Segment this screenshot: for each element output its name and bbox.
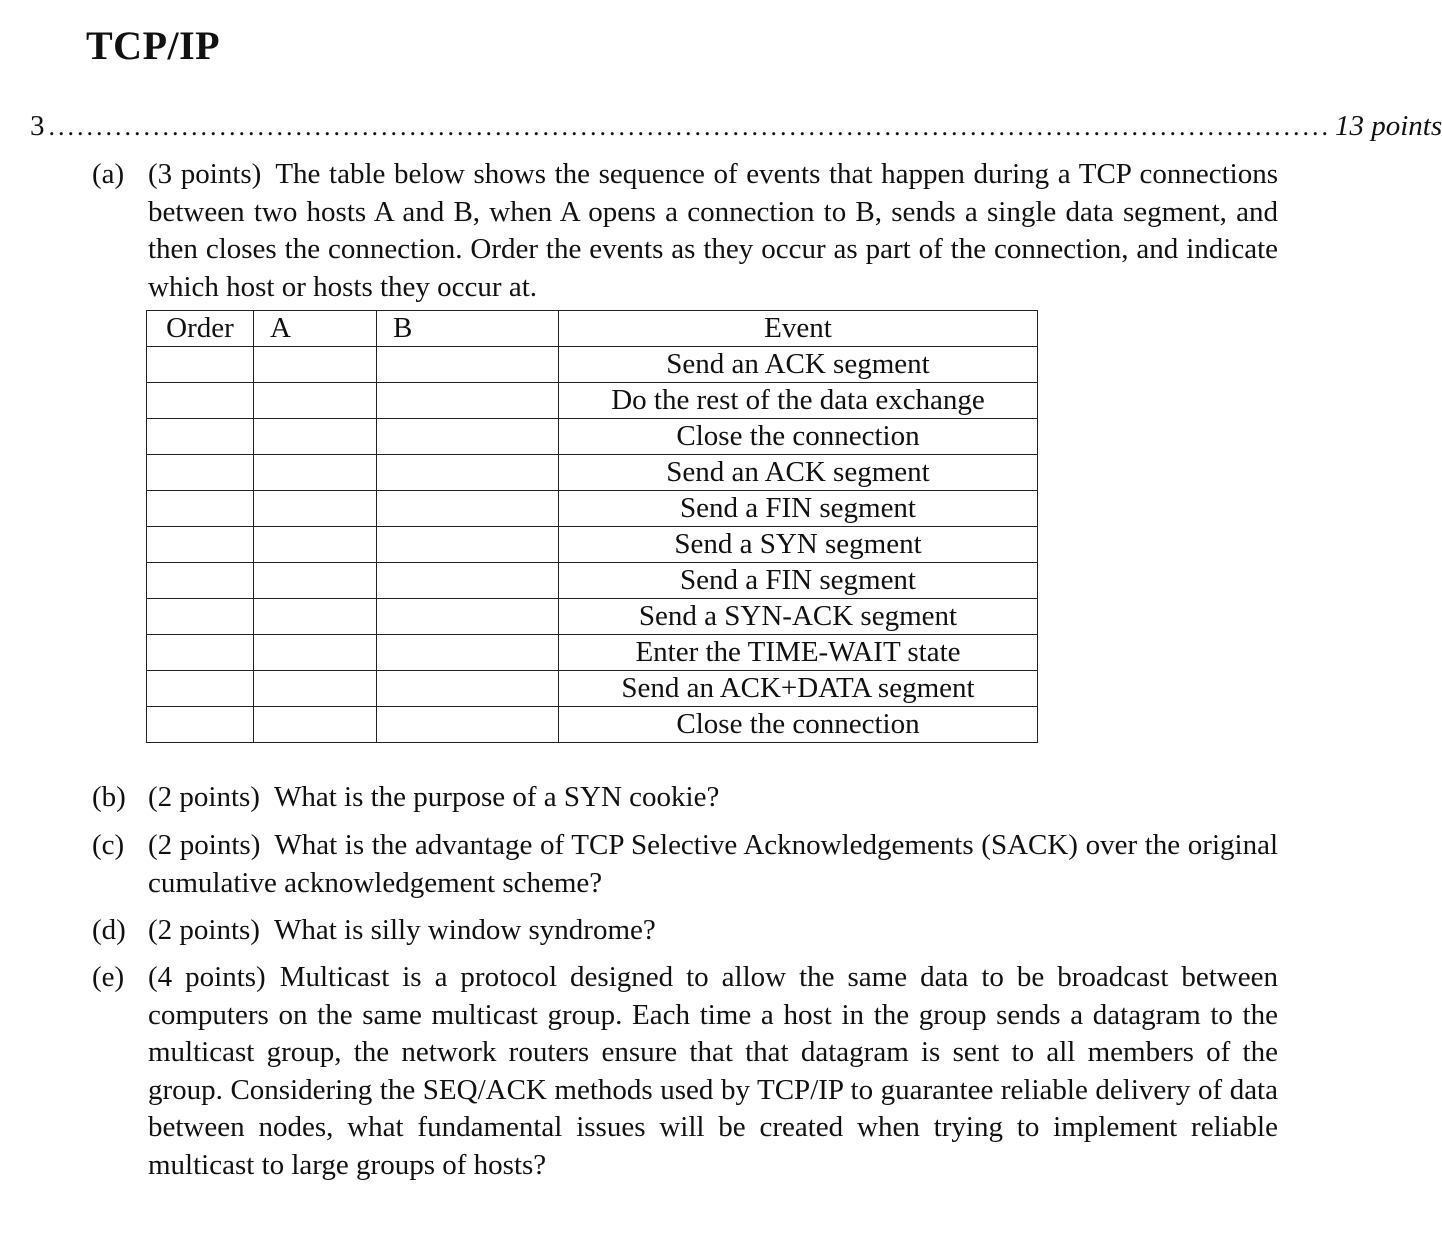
order-cell[interactable] <box>147 599 254 635</box>
order-cell[interactable] <box>147 491 254 527</box>
host-a-cell[interactable] <box>254 455 377 491</box>
part-e-label: (e) <box>92 961 125 993</box>
part-c-points: (2 points) <box>148 829 261 861</box>
host-b-cell[interactable] <box>377 491 559 527</box>
host-b-cell[interactable] <box>377 455 559 491</box>
part-a-label: (a) <box>92 158 125 190</box>
host-a-cell[interactable] <box>254 527 377 563</box>
part-c <box>92 827 1278 902</box>
order-cell[interactable] <box>147 419 254 455</box>
event-cell: Do the rest of the data exchange <box>559 383 1038 419</box>
part-a <box>92 156 1278 306</box>
part-e-text: Multicast is a protocol designed to allow the same data to be broadcast between computers on the same multicast group. Each time a host in the group sends a datagram to the multicast group, the network routers ensure that that datagram is sent to all members of the group. Considering the SEQ/ACK methods used by TCP/IP to guarantee reliable delivery of data between nodes, what fundamental issues will be created when trying to implement reliable multicast to large groups of hosts? <box>148 961 1278 1181</box>
event-cell: Close the connection <box>559 419 1038 455</box>
order-cell[interactable] <box>147 527 254 563</box>
header-event: Event <box>559 311 1038 347</box>
question-header <box>30 110 1442 144</box>
part-d <box>92 912 1278 950</box>
part-e <box>92 959 1278 1184</box>
order-cell[interactable] <box>147 563 254 599</box>
part-c-text: What is the advantage of TCP Selective Acknowledgements (SACK) over the original cumulative acknowledgement scheme? <box>148 829 1279 899</box>
part-a-text: The table below shows the sequence of events that happen during a TCP connections between two hosts A and B, when A opens a connection to B, sends a single data segment, and then closes the connection. Order the events as they occur as part of the connection, and indicate which host or hosts they occur at. <box>148 158 1278 303</box>
table-row <box>147 347 1038 383</box>
host-b-cell[interactable] <box>377 383 559 419</box>
host-a-cell[interactable] <box>254 347 377 383</box>
order-cell[interactable] <box>147 671 254 707</box>
host-b-cell[interactable] <box>377 527 559 563</box>
event-cell: Send an ACK+DATA segment <box>559 671 1038 707</box>
part-b-points: (2 points) <box>148 781 260 813</box>
table-row <box>147 635 1038 671</box>
host-a-cell[interactable] <box>254 707 377 743</box>
event-cell: Send a FIN segment <box>559 491 1038 527</box>
host-a-cell[interactable] <box>254 563 377 599</box>
table-row <box>147 491 1038 527</box>
host-a-cell[interactable] <box>254 671 377 707</box>
table-row <box>147 563 1038 599</box>
event-cell: Enter the TIME-WAIT state <box>559 635 1038 671</box>
part-b <box>92 779 1278 817</box>
header-order: Order <box>147 311 254 347</box>
host-a-cell[interactable] <box>254 419 377 455</box>
table-row <box>147 383 1038 419</box>
host-b-cell[interactable] <box>377 347 559 383</box>
table-row <box>147 527 1038 563</box>
part-c-label: (c) <box>92 829 125 861</box>
table-row <box>147 419 1038 455</box>
part-d-label: (d) <box>92 914 126 946</box>
part-d-text: What is silly window syndrome? <box>273 914 656 946</box>
part-e-points: (4 points) <box>148 961 266 993</box>
table-row <box>147 455 1038 491</box>
order-cell[interactable] <box>147 707 254 743</box>
part-a-points: (3 points) <box>148 158 262 190</box>
host-a-cell[interactable] <box>254 635 377 671</box>
question-points: 13 points <box>1335 110 1442 142</box>
header-a: A <box>254 311 377 347</box>
order-cell[interactable] <box>147 635 254 671</box>
table-row <box>147 671 1038 707</box>
order-cell[interactable] <box>147 455 254 491</box>
host-b-cell[interactable] <box>377 599 559 635</box>
host-b-cell[interactable] <box>377 419 559 455</box>
host-b-cell[interactable] <box>377 707 559 743</box>
dot-leader: ....................................................................................................................................... <box>48 112 1331 141</box>
event-cell: Send an ACK segment <box>559 347 1038 383</box>
events-table <box>146 310 1038 743</box>
host-b-cell[interactable] <box>377 563 559 599</box>
question-number: 3 <box>30 110 45 142</box>
table-row <box>147 599 1038 635</box>
host-a-cell[interactable] <box>254 599 377 635</box>
event-cell: Send an ACK segment <box>559 455 1038 491</box>
host-b-cell[interactable] <box>377 635 559 671</box>
part-d-points: (2 points) <box>148 914 260 946</box>
order-cell[interactable] <box>147 383 254 419</box>
event-cell: Send a SYN segment <box>559 527 1038 563</box>
section-title: TCP/IP <box>86 23 221 68</box>
host-a-cell[interactable] <box>254 491 377 527</box>
event-cell: Send a SYN-ACK segment <box>559 599 1038 635</box>
event-cell: Close the connection <box>559 707 1038 743</box>
table-header-row <box>147 311 1038 347</box>
host-b-cell[interactable] <box>377 671 559 707</box>
part-b-text: What is the purpose of a SYN cookie? <box>273 781 720 813</box>
host-a-cell[interactable] <box>254 383 377 419</box>
table-row <box>147 707 1038 743</box>
header-b: B <box>377 311 559 347</box>
part-b-label: (b) <box>92 781 126 813</box>
order-cell[interactable] <box>147 347 254 383</box>
event-cell: Send a FIN segment <box>559 563 1038 599</box>
